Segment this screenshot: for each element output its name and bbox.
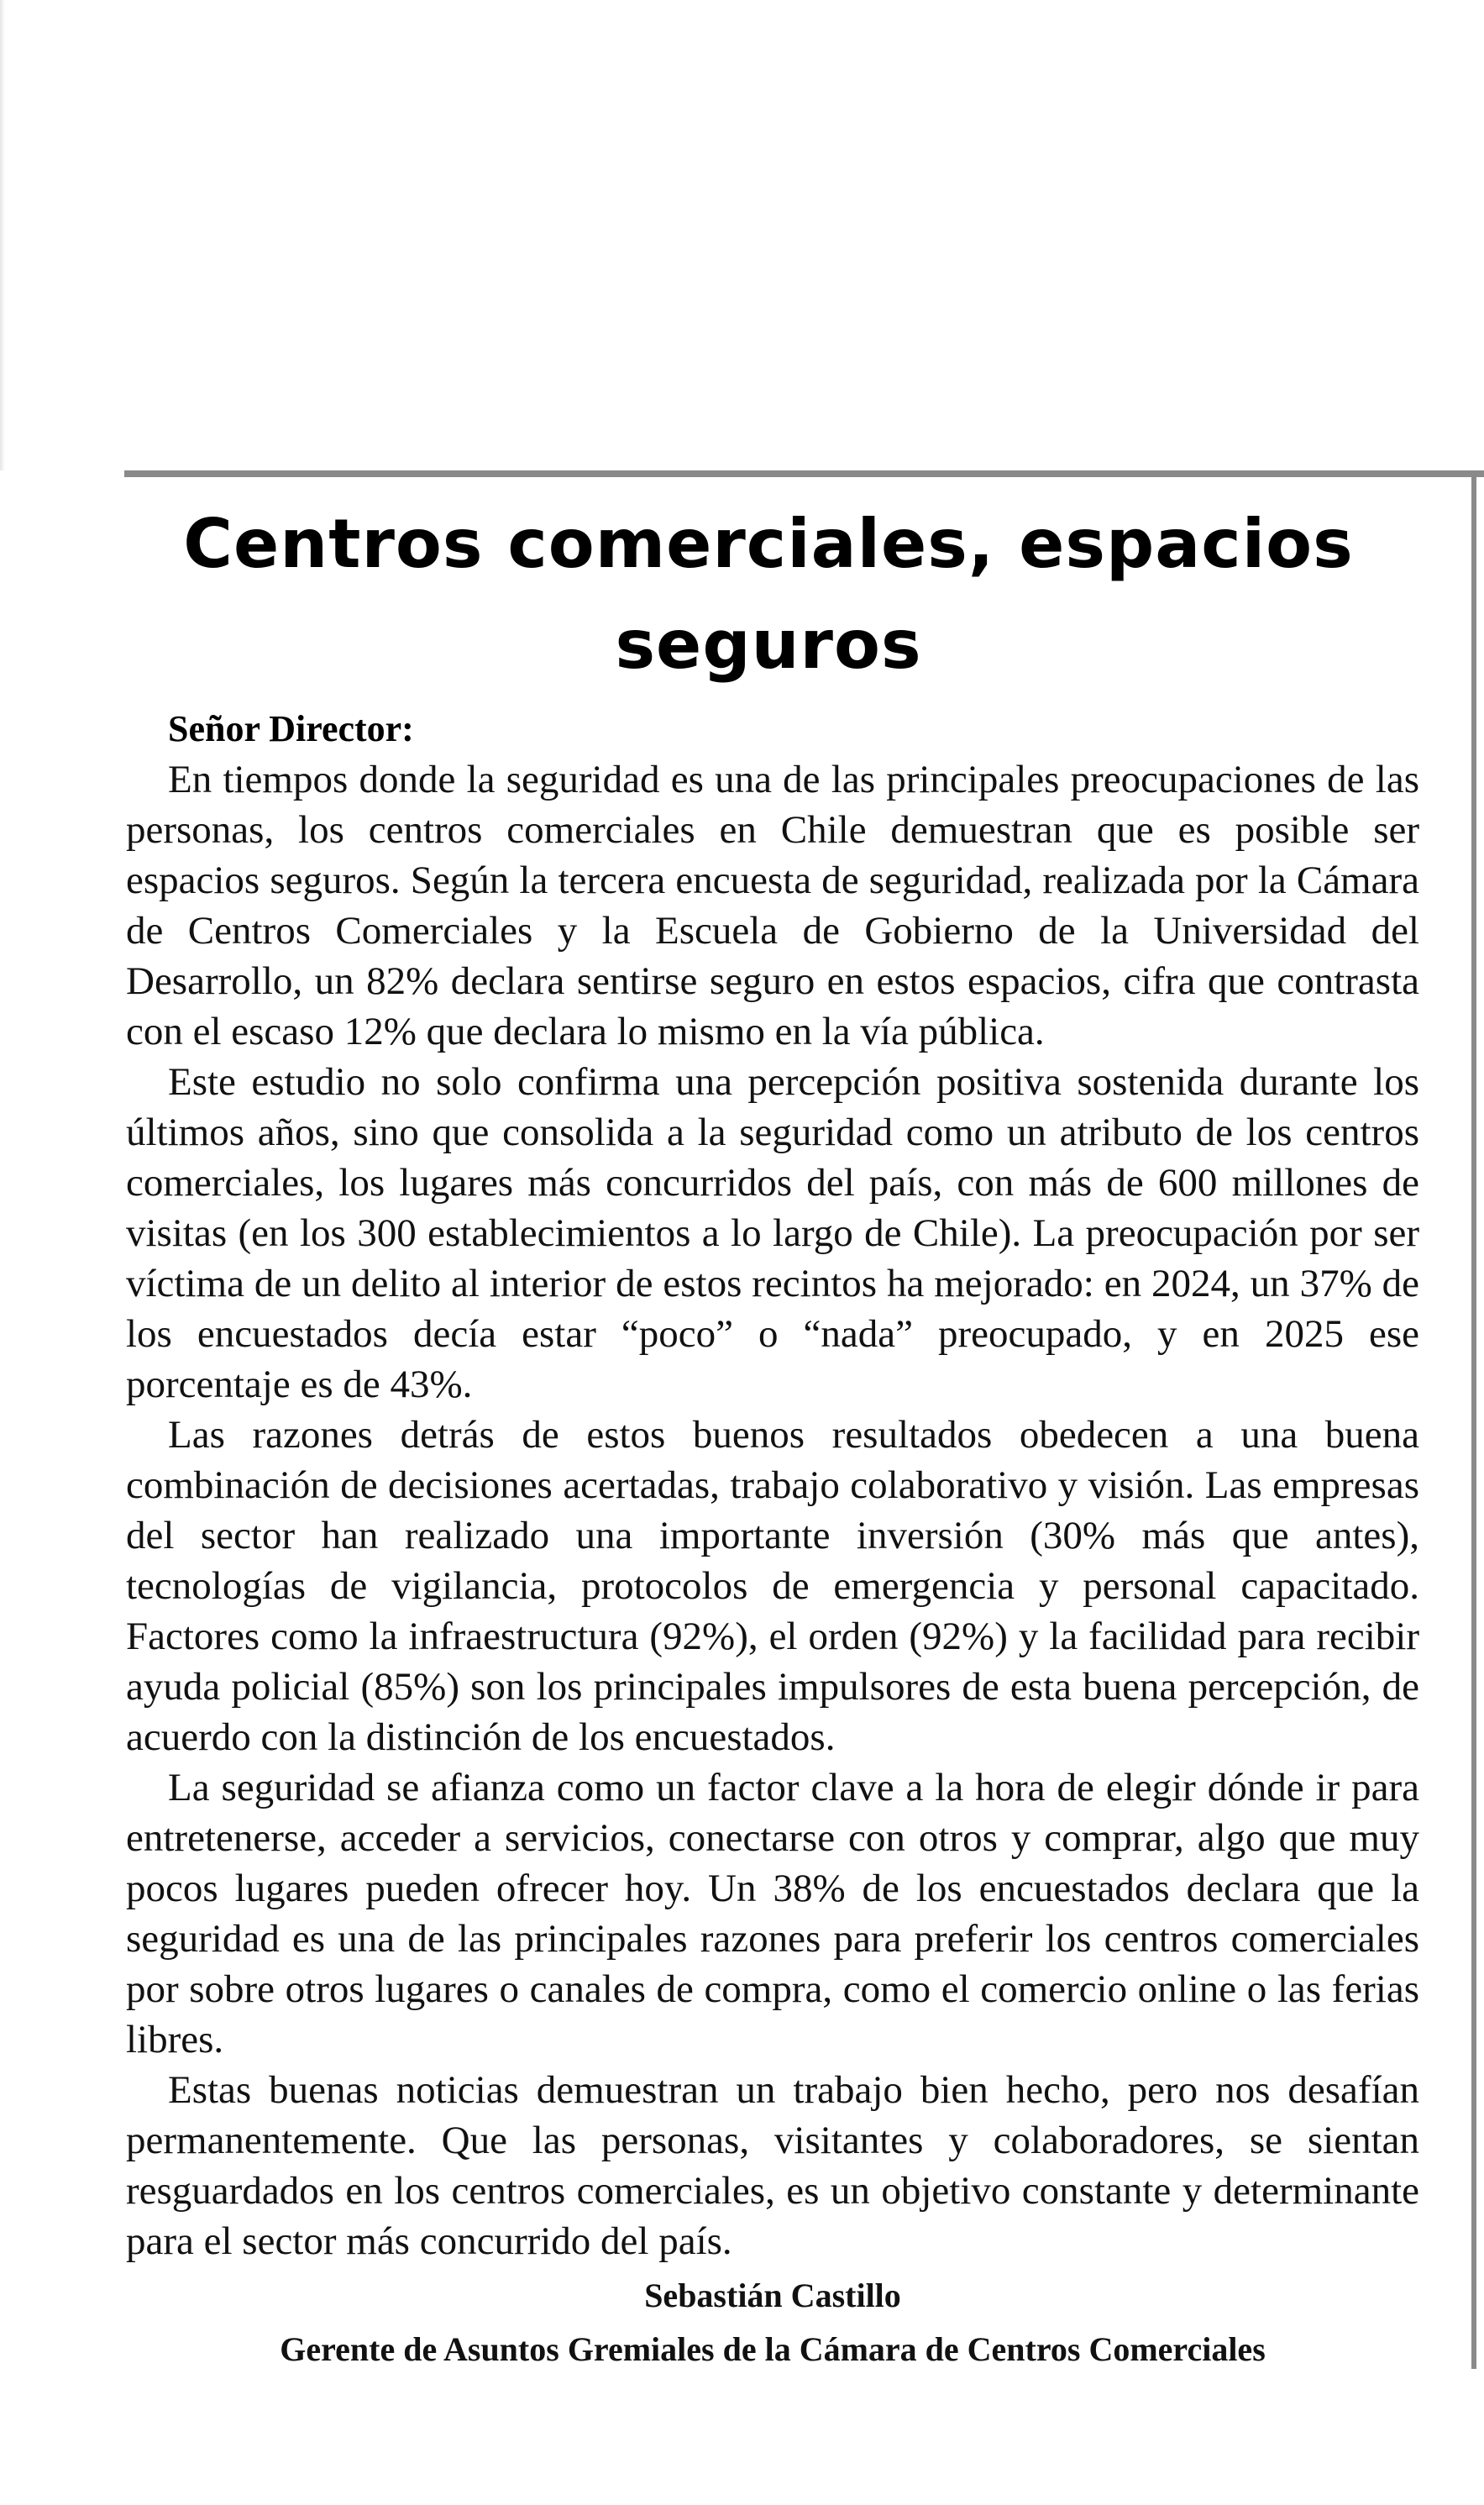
top-rule <box>124 470 1484 477</box>
headline: Centros comerciales, espacios seguros <box>183 505 1354 684</box>
paragraph-2: Este estudio no solo confirma una percepción positiva sostenida durante los últimos años, sino que consolida a la seguridad como un atributo de los centros comerciales, los lugares más concurridos del país, con más de 600 millones de visitas (en los 300 establecimientos a lo largo de Chile). La preocupación por ser víctima de un delito al interior de estos recintos ha mejorado: en 2024, un 37% de los encuestados decía estar “poco” o “nada” preocupado, y en 2025 ese porcentaje es de 43%. <box>126 1060 1419 1406</box>
paragraph-5: Estas buenas noticias demuestran un trabajo bien hecho, pero nos desafían permanentemente. Que las personas, visitantes y colaboradores, se sientan resguardados en los centros comerciales, es un objetivo constante y determinante para el sector más concurrido del país. <box>126 2068 1419 2263</box>
letter-article <box>126 494 1419 2374</box>
salutation: Señor Director: <box>168 708 414 749</box>
signature-title: Gerente de Asuntos Gremiales de la Cámara de Centros Comerciales <box>280 2330 1266 2368</box>
signature-name: Sebastián Castillo <box>644 2277 901 2314</box>
paragraph-3: Las razones detrás de estos buenos resultados obedecen a una buena combinación de decisiones acertadas, trabajo colaborativo y visión. Las empresas del sector han realizado una importante inversión (30% más que antes), tecnologías de vigilancia, protocolos de emergencia y personal capacitado. Factores como la infraestructura (92%), el orden (92%) y la facilidad para recibir ayuda policial (85%) son los principales impulsores de esta buena percepción, de acuerdo con la distinción de los encuestados. <box>126 1413 1419 1759</box>
scan-edge-shadow <box>0 0 5 470</box>
paragraph-4: La seguridad se afianza como un factor clave a la hora de elegir dónde ir para entretenerse, acceder a servicios, conectarse con otros y comprar, algo que muy pocos lugares pueden ofrecer hoy. Un 38% de los encuestados declara que la seguridad es una de las principales razones para preferir los centros comerciales por sobre otros lugares o canales de compra, como el comercio online o las ferias libres. <box>126 1766 1419 2061</box>
right-column-rule <box>1471 470 1476 2369</box>
paragraph-1: En tiempos donde la seguridad es una de las principales preocupaciones de las personas, los centros comerciales en Chile demuestran que es posible ser espacios seguros. Según la tercera encuesta de seguridad, realizada por la Cámara de Centros Comerciales y la Escuela de Gobierno de la Universidad del Desarrollo, un 82% declara sentirse seguro en estos espacios, cifra que contrasta con el escaso 12% que declara lo mismo en la vía pública. <box>126 758 1419 1053</box>
